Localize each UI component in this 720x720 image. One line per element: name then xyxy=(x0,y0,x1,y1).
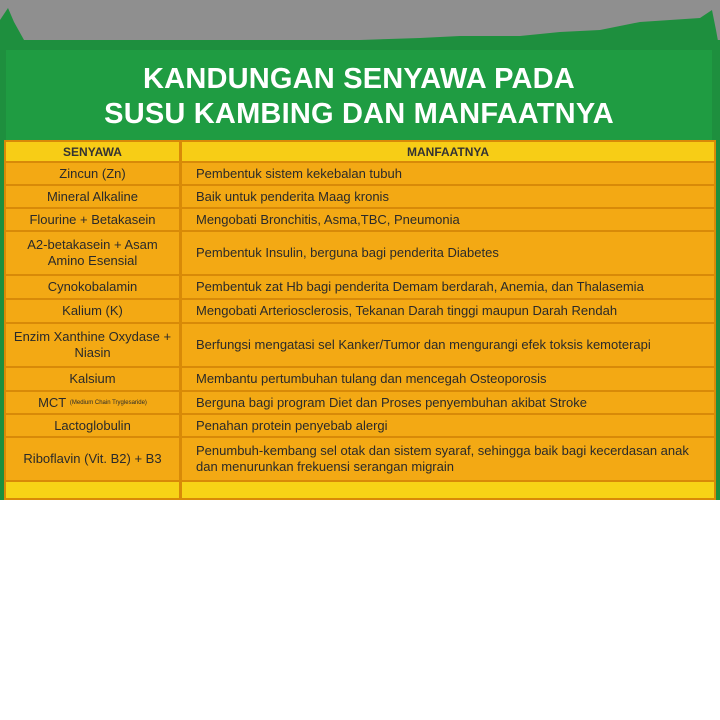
table-row xyxy=(6,163,714,186)
table-row xyxy=(6,438,714,482)
table-row xyxy=(6,324,714,368)
senyawa-cell: Riboflavin (Vit. B2) + B3 xyxy=(6,438,182,480)
table-row xyxy=(6,368,714,392)
compound-table xyxy=(4,140,716,500)
manfaat-cell: Penumbuh-kembang sel otak dan sistem syaraf, sehingga baik bagi kecerdasan anak dan menurunkan frekuensi serangan migrain xyxy=(196,443,689,474)
manfaat-cell: Pembentuk zat Hb bagi penderita Demam berdarah, Anemia, dan Thalasemia xyxy=(196,279,644,294)
table-row xyxy=(6,276,714,300)
senyawa-cell: Flourine + Betakasein xyxy=(6,209,182,230)
table-row xyxy=(6,209,714,232)
senyawa-cell: Kalium (K) xyxy=(6,300,182,322)
empty-cell xyxy=(6,482,182,498)
manfaat-cell: Berguna bagi program Diet dan Proses penyembuhan akibat Stroke xyxy=(196,394,587,410)
senyawa-cell: Enzim Xanthine Oxydase + Niasin xyxy=(6,324,182,366)
manfaat-cell: Baik untuk penderita Maag kronis xyxy=(196,188,389,204)
title-line-2: SUSU KAMBING DAN MANFAATNYA xyxy=(104,98,614,130)
table-row xyxy=(6,415,714,438)
manfaat-cell: Mengobati Bronchitis, Asma,TBC, Pneumonia xyxy=(196,211,460,227)
senyawa-mct-note: (Medium Chain Tryglesaride) xyxy=(69,399,147,406)
manfaat-cell: Mengobati Arteriosclerosis, Tekanan Darah tinggi maupun Darah Rendah xyxy=(196,303,618,318)
title-line-1: KANDUNGAN SENYAWA PADA xyxy=(143,63,575,95)
manfaat-cell: Berfungsi mengatasi sel Kanker/Tumor dan mengurangi efek toksis kemoterapi xyxy=(196,337,651,352)
manfaat-cell: Pembentuk sistem kekebalan tubuh xyxy=(196,165,402,181)
senyawa-cell: A2-betakasein + Asam Amino Esensial xyxy=(6,232,182,274)
table-footer-row xyxy=(6,482,714,498)
column-header-manfaatnya: MANFAATNYA xyxy=(406,144,489,159)
table-header-row xyxy=(6,142,714,163)
senyawa-cell: Zincun (Zn) xyxy=(6,163,182,184)
table-row xyxy=(6,300,714,324)
table-row xyxy=(6,232,714,276)
table-row xyxy=(6,186,714,209)
senyawa-cell xyxy=(6,392,182,413)
poster xyxy=(0,40,720,500)
senyawa-cell: Lactoglobulin xyxy=(6,415,182,436)
senyawa-cell: Kalsium xyxy=(6,368,182,390)
manfaat-cell: Membantu pertumbuhan tulang dan mencegah Osteoporosis xyxy=(196,371,547,386)
table-row xyxy=(6,392,714,415)
senyawa-cell: Cynokobalamin xyxy=(6,276,182,298)
senyawa-mct: MCT xyxy=(38,394,67,410)
manfaat-cell: Penahan protein penyebab alergi xyxy=(196,417,388,433)
column-header-senyawa: SENYAWA xyxy=(6,142,182,161)
senyawa-cell: Mineral Alkaline xyxy=(6,186,182,207)
manfaat-cell: Pembentuk Insulin, berguna bagi penderita Diabetes xyxy=(196,245,499,260)
title-banner xyxy=(6,50,712,144)
empty-cell xyxy=(182,482,714,498)
